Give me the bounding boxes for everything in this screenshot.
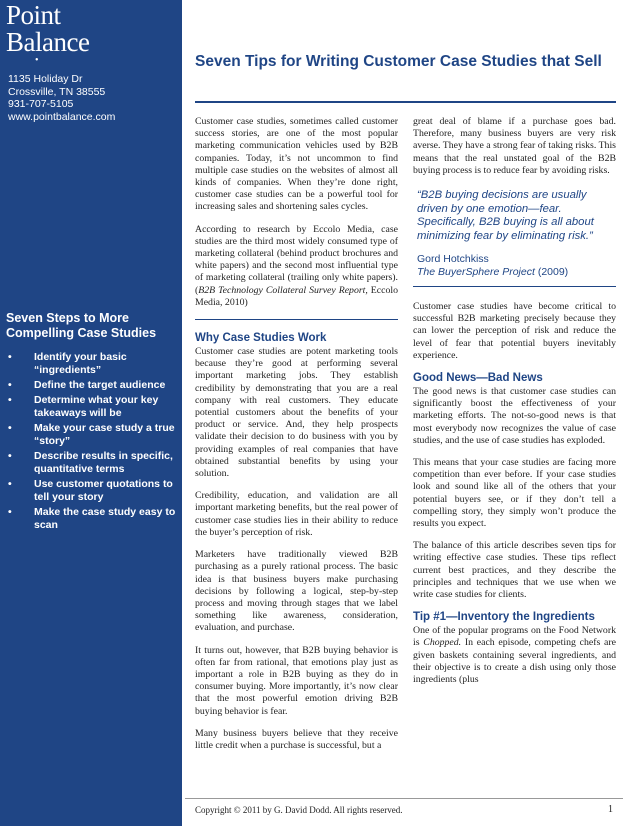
steps-list — [8, 351, 180, 534]
quote-source: The BuyerSphere Project — [417, 265, 535, 278]
paragraph-balance: The balance of this article describes seven tips for writing effective case studies. These tips reflect current best practices, and they describe the principles and techniques that we use when we write case studies for clients. — [413, 540, 616, 601]
bullet-icon: • — [8, 351, 12, 363]
list-item — [8, 506, 180, 532]
footer-divider — [185, 798, 623, 799]
heading-why-case-studies: Why Case Studies Work — [195, 332, 327, 345]
bullet-icon: • — [8, 450, 12, 462]
paragraph-emotion: It turns out, however, that B2B buying behavior is often far from rational, that emotions play just as important a role in B2B buying as they do in consumer buying. More importantly, it’s now clear that the most powerful emotion driving B2B buying behavior is fear. — [195, 644, 398, 717]
heading-tip-1: Tip #1—Inventory the Ingredients — [413, 611, 595, 624]
quote-year: (2009) — [534, 265, 569, 278]
list-item — [8, 450, 180, 476]
title-divider — [195, 101, 616, 103]
list-item — [8, 394, 180, 420]
contact-address — [8, 73, 115, 123]
paragraph-good-news: The good news is that customer case studies can significantly boost the effectiveness of your marketing efforts. The not-so-good news is that most everybody now recognizes the value of case studies, and the use of case studies has exploded. — [413, 386, 616, 446]
bullet-icon: • — [8, 506, 12, 518]
list-item — [8, 478, 180, 504]
show-title: Chopped. — [423, 637, 462, 649]
left-column — [195, 116, 398, 762]
sidebar — [0, 0, 182, 826]
step-label: Determine what your key takeaways will be — [34, 394, 159, 419]
paragraph-research — [195, 224, 398, 309]
address-city: Crossville, TN 38555 — [8, 85, 106, 98]
step-label: Make the case study easy to scan — [34, 506, 176, 531]
bullet-icon: • — [8, 422, 12, 434]
paragraph-why: Customer case studies are potent marketing tools because they’re good at performing several important marketing jobs. They establish credibility by demonstrating that you are a real company with real customers. They educate potential customers about the benefits of your product or service. And, they help prospects validate their decision to do business with you by providing examples of real companies that have obtained substantial benefits by using your solution. — [195, 346, 398, 480]
step-label: Make your case study a true “story” — [34, 422, 175, 447]
quote-author: Gord Hotchkiss — [417, 253, 489, 266]
steps-title: Seven Steps to More Compelling Case Studies — [6, 311, 157, 340]
quote-attribution — [417, 253, 616, 278]
logo-line-2: Balance — [6, 27, 90, 57]
bullet-icon: • — [8, 394, 12, 406]
research-text-b: Eccolo Media, 2010) — [195, 284, 398, 308]
bullet-icon: • — [8, 379, 12, 391]
chopped-text-a: One of the popular programs on the Food Network is — [413, 625, 616, 649]
quote-divider — [413, 286, 616, 287]
logo-line-1: Point — [6, 0, 61, 30]
step-label: Use customer quotations to tell your story — [34, 478, 173, 503]
paragraph-critical: Customer case studies have become critical to successful B2B marketing precisely because they can lower the perception of risk and reduce the level of fear that potential buyers inevitably experience. — [413, 301, 616, 361]
heading-good-news: Good News—Bad News — [413, 372, 543, 385]
step-label: Define the target audience — [34, 379, 166, 391]
address-street: 1135 Holiday Dr — [8, 73, 83, 85]
step-label: Identify your basic “ingredients” — [34, 351, 127, 376]
list-item — [8, 351, 180, 377]
address-phone: 931-707-5105 — [8, 98, 74, 110]
list-item — [8, 379, 180, 392]
research-text-a: According to research by Eccolo Media, case studies are the third most widely consumed type of marketing collateral (behind product brochures and white papers) and the second most influential type of marketing collateral (trailing only white papers). ( — [195, 223, 398, 296]
paragraph-blame: great deal of blame if a purchase goes bad. Therefore, many business buyers are very risk averse. They have a strong fear of taking risks. This means that the real unstated goal of the B2B buying process is to reduce fear by avoiding risks. — [413, 116, 616, 176]
paragraph-credit: Many business buyers believe that they receive little credit when a purchase is successful, but a — [195, 727, 398, 751]
paragraph-chopped — [413, 625, 616, 686]
research-citation: B2B Technology Collateral Survey Report, — [198, 284, 368, 296]
address-website[interactable]: www.pointbalance.com — [8, 110, 116, 123]
quote-source-line — [417, 266, 616, 279]
section-divider — [195, 319, 398, 320]
logo-dot-icon: • — [35, 55, 39, 66]
paragraph-intro: Customer case studies, sometimes called customer success stories, are one of the most popular marketing communication vehicles used by B2B companies. Today, it’s not uncommon to find multiple case studies on the websites of almost all kinds of companies. When they’re done right, customer case studies can be a powerful tool for increasing sales and shortening sales cycles. — [195, 116, 398, 213]
page-title: Seven Tips for Writing Customer Case Studies that Sell — [195, 53, 602, 70]
chopped-text-b: In each episode, competing chefs are given baskets containing several ingredients, and their objective is to create a dish using only those ingredients (plus — [413, 637, 616, 686]
bullet-icon: • — [8, 478, 12, 490]
copyright-notice: Copyright © 2011 by G. David Dodd. All rights reserved. — [195, 805, 403, 815]
paragraph-marketers: Marketers have traditionally viewed B2B purchasing as a purely rational process. The basic idea is that business buyers make purchasing decisions by following a logical, step-by-step process and moving through stages that we label something like awareness, consideration, evaluation, and purchase. — [195, 549, 398, 634]
paragraph-credibility: Credibility, education, and validation are all important marketing benefits, but the real power of customer case studies lies in their ability to reduce the buyer’s perception of risk. — [195, 490, 398, 538]
company-logo — [6, 2, 89, 56]
list-item — [8, 422, 180, 448]
pull-quote: “B2B buying decisions are usually driven by one emotion—fear. Specifically, B2B buying is all about minimizing fear by eliminating risk.” — [417, 189, 594, 242]
step-label: Describe results in specific, quantitative terms — [34, 450, 173, 475]
right-column — [413, 116, 616, 696]
paragraph-competition: This means that your case studies are facing more competition than ever before. If your case studies look and sound like all of the others that your potential buyers see, or if they don’t tell a compelling story, they simply won’t produce the results you expect. — [413, 457, 616, 530]
page-number: 1 — [608, 804, 613, 815]
